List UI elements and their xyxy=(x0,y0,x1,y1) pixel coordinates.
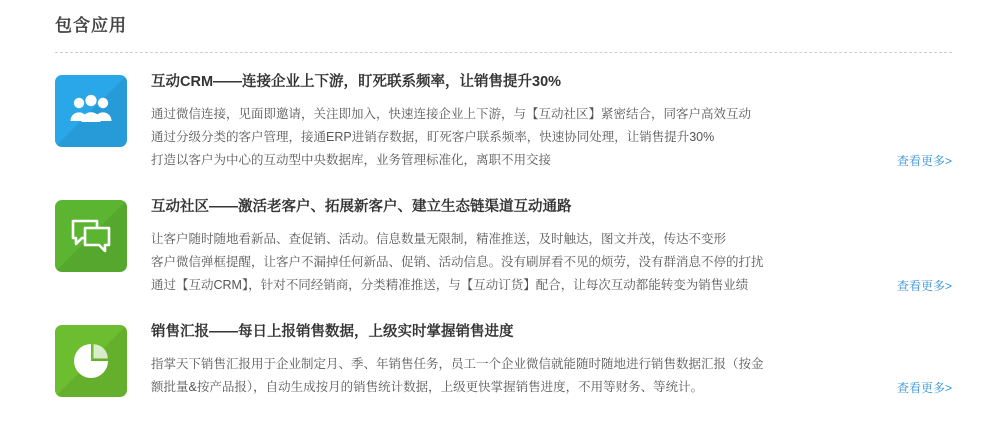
list-item[interactable] xyxy=(0,321,1007,399)
app-desc-line: 通过【互动CRM】，针对不同经销商，分类精准推送，与【互动订货】配合，让每次互动都能转变为销售业绩 xyxy=(151,278,749,292)
people-group-icon xyxy=(55,75,127,147)
list-item[interactable] xyxy=(0,196,1007,297)
app-desc-line: 通过微信连接，见面即邀请，关注即加入，快速连接企业上下游，与【互动社区】紧密结合，同客户高效互动 xyxy=(151,107,752,121)
app-desc-line: 客户微信弹框提醒，让客户不漏掉任何新品、促销、活动信息。没有刷屏看不见的烦劳，没有群消息不停的打扰 xyxy=(151,255,764,269)
icon-glyph xyxy=(55,75,127,147)
pie-chart-icon xyxy=(55,325,127,397)
app-desc-line: 指掌天下销售汇报用于企业制定月、季、年销售任务，员工一个企业微信就能随时随地进行销售数据汇报（按金 xyxy=(151,357,764,371)
app-desc-line: 打造以客户为中心的互动型中央数据库，业务管理标准化，离职不用交接 xyxy=(151,153,552,167)
app-list xyxy=(0,53,1007,399)
icon-glyph xyxy=(55,325,127,397)
app-body xyxy=(127,196,952,297)
app-body xyxy=(127,71,952,172)
more-link[interactable]: 查看更多> xyxy=(896,381,952,395)
app-desc-line: 让客户随时随地看新品、查促销、活动。信息数量无限制，精准推送，及时触达，图文并茂，传达不变形 xyxy=(151,232,727,246)
app-body xyxy=(127,321,952,399)
app-title: 互动CRM——连接企业上下游，盯死联系频率，让销售提升30% xyxy=(151,74,562,90)
icon-glyph xyxy=(55,200,127,272)
chat-bubble-icon xyxy=(55,200,127,272)
app-title: 互动社区——激活老客户、拓展新客户、建立生态链渠道互动通路 xyxy=(151,199,572,215)
section-header xyxy=(0,0,1007,38)
app-desc-line: 通过分级分类的客户管理，接通ERP进销存数据，盯死客户联系频率，快速协同处理，让销售提升30% xyxy=(151,130,715,144)
more-link[interactable]: 查看更多> xyxy=(896,154,952,168)
app-title: 销售汇报——每日上报销售数据，上级实时掌握销售进度 xyxy=(151,324,514,340)
list-item[interactable] xyxy=(0,71,1007,172)
page-title: 包含应用 xyxy=(55,16,127,35)
app-desc-line: 额批量&按产品报），自动生成按月的销售统计数据，上级更快掌握销售进度，不用等财务、等统计。 xyxy=(151,380,704,394)
more-link[interactable]: 查看更多> xyxy=(896,279,952,293)
